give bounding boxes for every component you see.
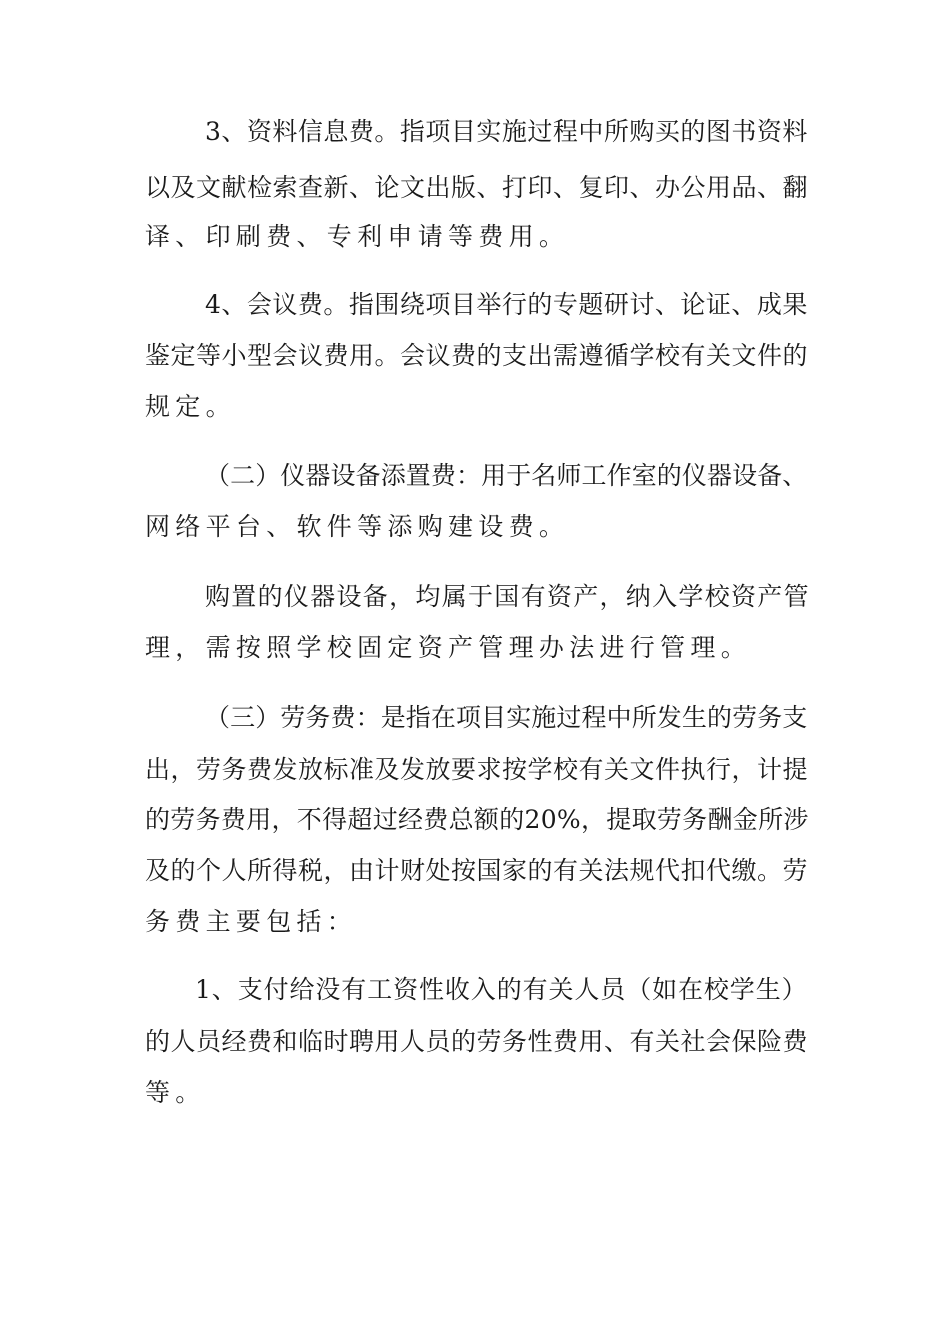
paragraph-line: 理，需按照学校固定资产管理办法进行管理。 (145, 633, 752, 662)
paragraph-line: 等。 (145, 1078, 206, 1107)
paragraph-line: 务费主要包括： (145, 907, 358, 936)
paragraph-line: （二）仪器设备添置费：用于名师工作室的仪器设备、 (205, 461, 808, 490)
paragraph-line: 出，劳务费发放标准及发放要求按学校有关文件执行，计提 (145, 755, 809, 784)
paragraph-line: 3、资料信息费。指项目实施过程中所购买的图书资料 (205, 117, 808, 146)
paragraph-line: 1、支付给没有工资性收入的有关人员（如在校学生） (195, 975, 808, 1004)
paragraph-line: 及的个人所得税，由计财处按国家的有关法规代扣代缴。劳 (145, 856, 809, 885)
paragraph-line: 规定。 (145, 392, 236, 421)
paragraph-line: 的劳务费用，不得超过经费总额的20%，提取劳务酬金所涉 (145, 805, 809, 834)
paragraph-line: 网络平台、软件等添购建设费。 (145, 512, 570, 541)
paragraph-line: 译、印刷费、专利申请等费用。 (145, 222, 570, 251)
paragraph-line: 的人员经费和临时聘用人员的劳务性费用、有关社会保险费 (145, 1027, 809, 1056)
paragraph-line: 以及文献检索查新、论文出版、打印、复印、办公用品、翻 (145, 173, 809, 202)
paragraph-line: （三）劳务费：是指在项目实施过程中所发生的劳务支 (205, 703, 808, 732)
paragraph-line: 购置的仪器设备，均属于国有资产，纳入学校资产管 (205, 582, 810, 611)
paragraph-line: 4、会议费。指围绕项目举行的专题研讨、论证、成果 (205, 290, 808, 319)
paragraph-line: 鉴定等小型会议费用。会议费的支出需遵循学校有关文件的 (145, 341, 809, 370)
